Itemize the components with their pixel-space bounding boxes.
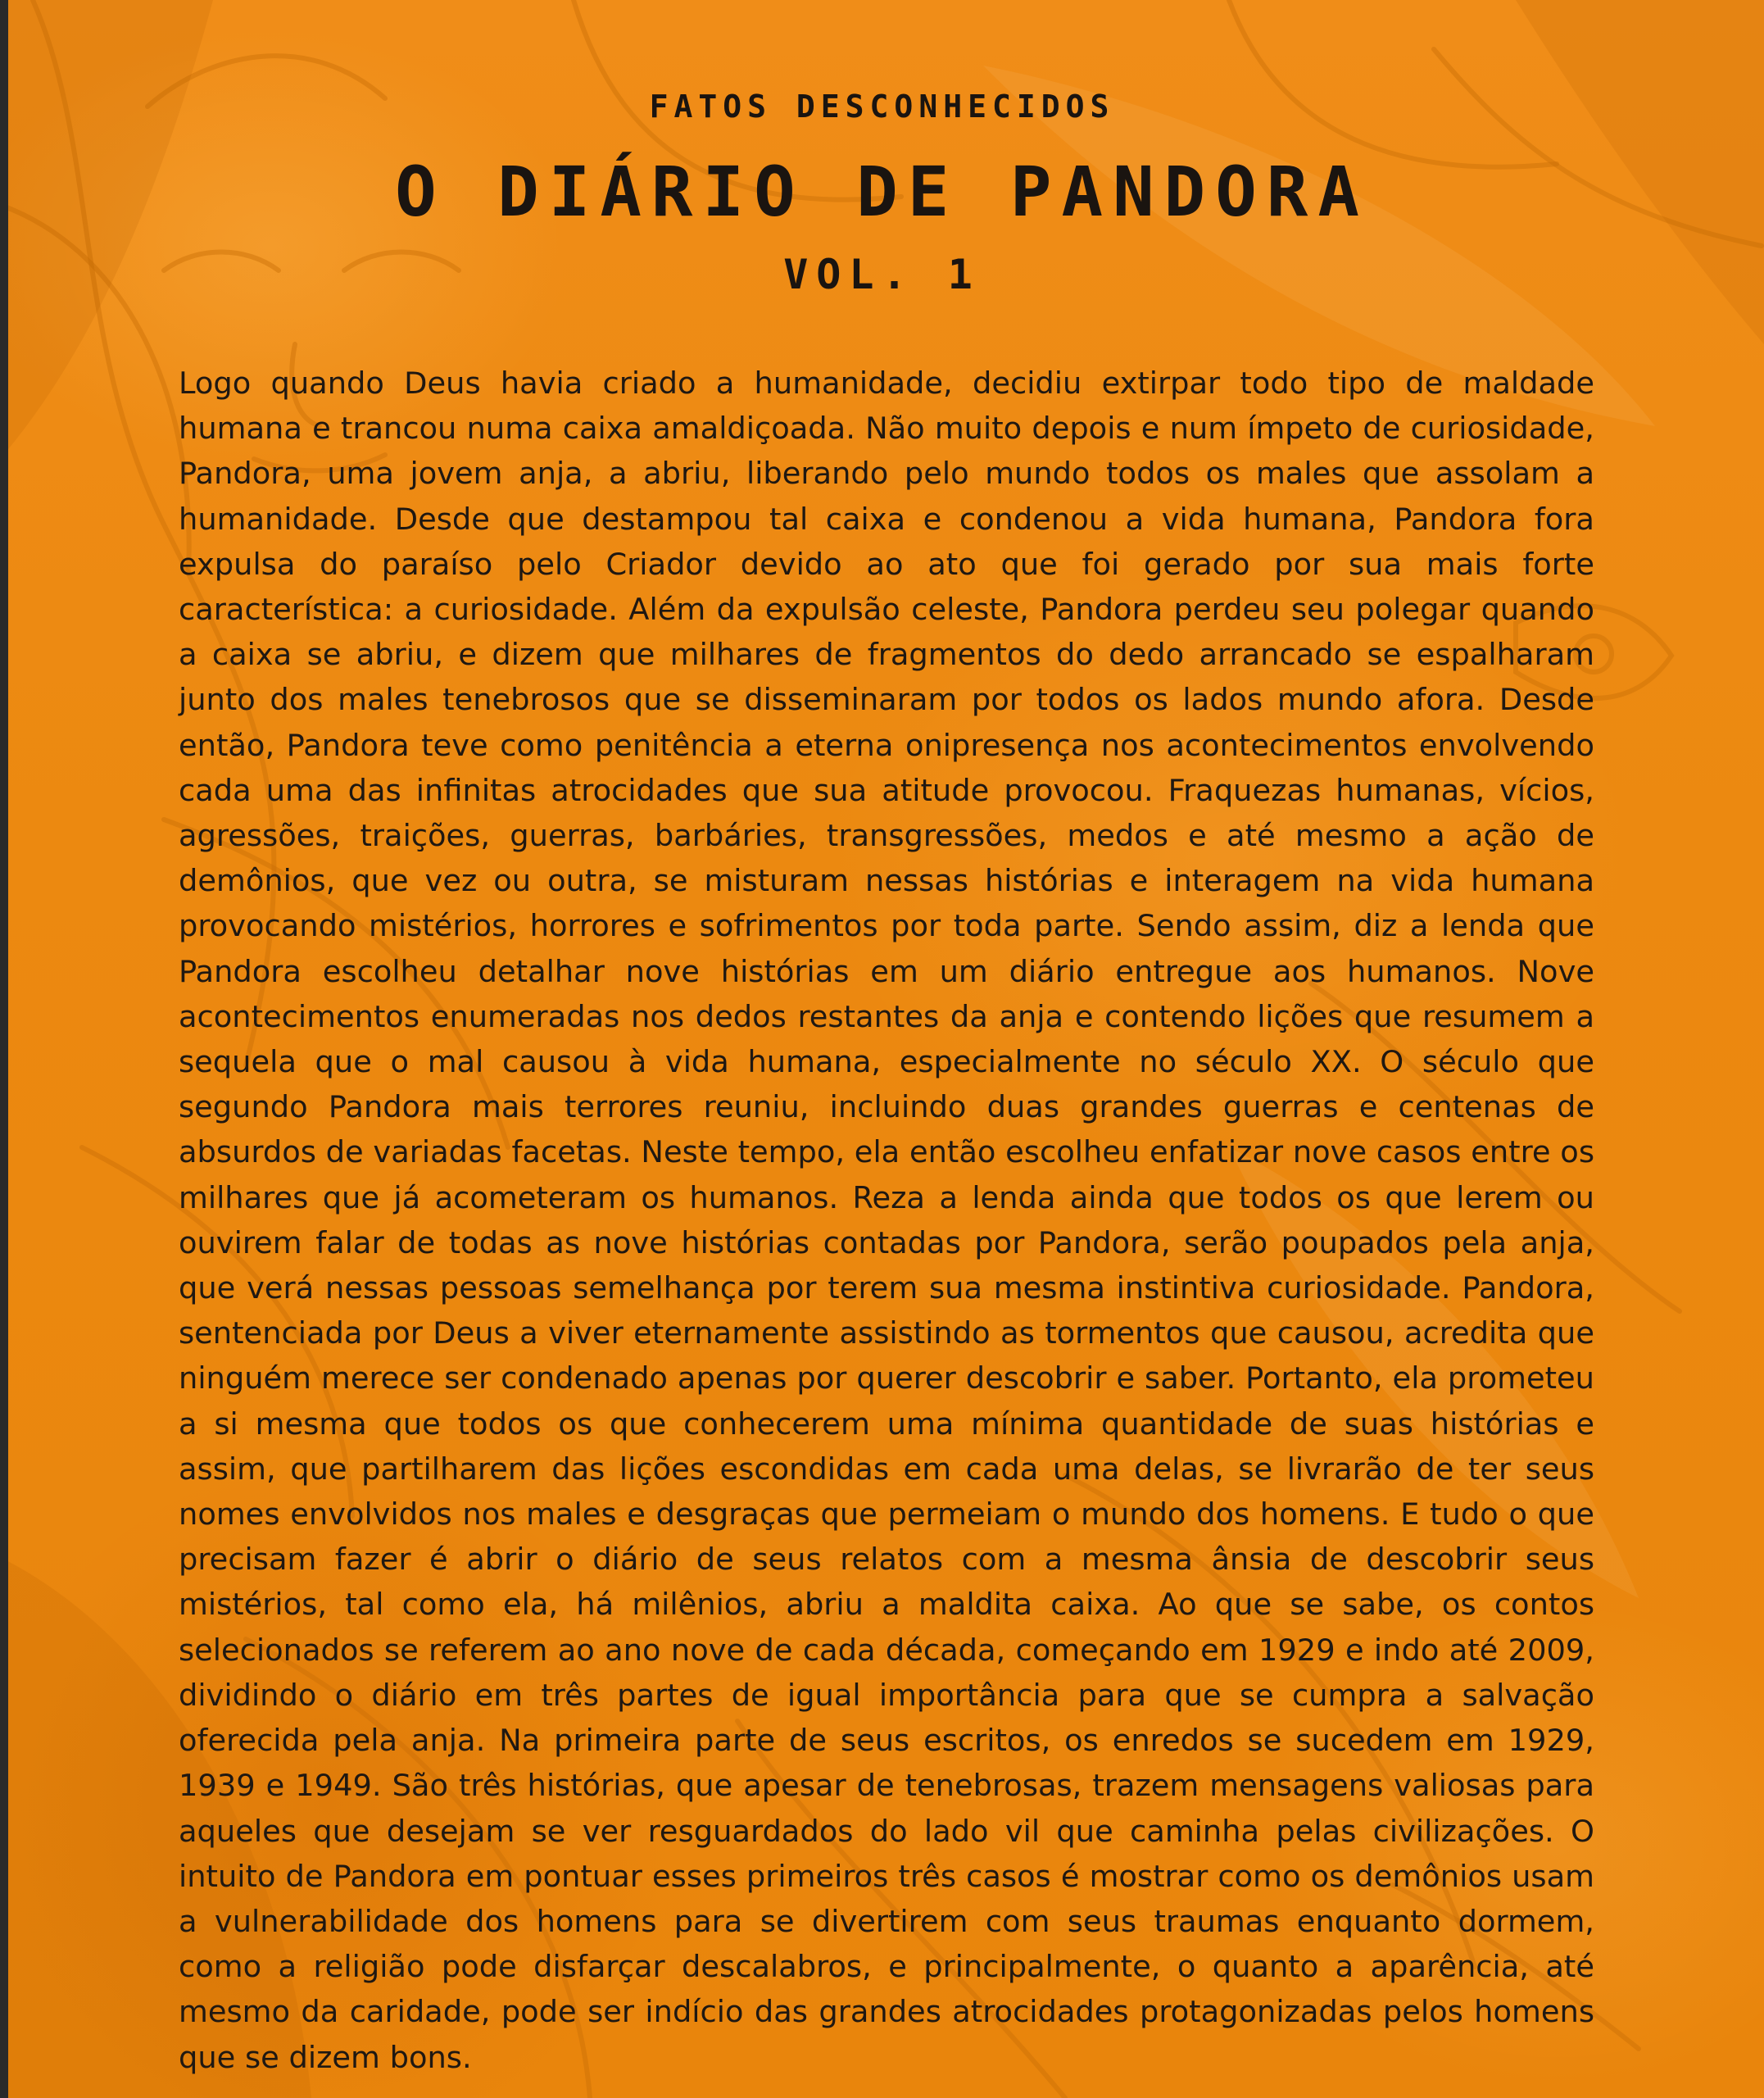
page-binding-edge bbox=[0, 0, 8, 2098]
volume-label: VOL. 1 bbox=[783, 251, 981, 298]
synopsis-paragraph: Logo quando Deus havia criado a humanidade, decidiu extirpar todo tipo de maldade humana e trancou numa caixa amaldiçoada. Não muito depois e num ímpeto de curiosidade, Pandora, uma jovem anja, a abriu, liberando pelo mundo todos os males que assolam a humanidade. Desde que destampou tal caixa e condenou a vida humana, Pandora fora expulsa do paraíso pelo Criador devido ao ato que foi gerado por sua mais forte característica: a curiosidade. Além da expulsão celeste, Pandora perdeu seu polegar quando a caixa se abriu, e dizem que milhares de fragmentos do dedo arrancado se espalharam junto dos males tenebrosos que se disseminaram por todos os lados mundo afora. Desde então, Pandora teve como penitência a eterna onipresença nos acontecimentos envolvendo cada uma das infinitas atrocidades que sua atitude provocou. Fraquezas humanas, vícios, agressões, traições, guerras, barbáries, transgressões, medos e até mesmo a ação de demônios, que vez ou outra, se misturam nessas histórias e interagem na vida humana provocando mistérios, horrores e sofrimentos por toda parte. Sendo assim, diz a lenda que Pandora escolheu detalhar nove histórias em um diário entregue aos humanos. Nove acontecimentos enumeradas nos dedos restantes da anja e contendo lições que resumem a sequela que o mal causou à vida humana, especialmente no século XX. O século que segundo Pandora mais terrores reuniu, incluindo duas grandes guerras e centenas de absurdos de variadas facetas. Neste tempo, ela então escolheu enfatizar nove casos entre os milhares que já acometeram os humanos. Reza a lenda ainda que todos os que lerem ou ouvirem falar de todas as nove histórias contadas por Pandora, serão poupados pela anja, que verá nessas pessoas semelhança por terem sua mesma instintiva curiosidade. Pandora, sentenciada por Deus a viver eternamente assistindo as tormentos que causou, acredita que ninguém merece ser condenado apenas por querer descobrir e saber. Portanto, ela prometeu a si mesma que todos os que conhecerem uma mínima quantidade de suas histórias e assim, que partilharem das lições escondidas em cada uma delas, se livrarão de ter seus nomes envolvidos nos males e desgraças que permeiam o mundo dos homens. E tudo o que precisam fazer é abrir o diário de seus relatos com a mesma ânsia de descobrir seus mistérios, tal como ela, há milênios, abriu a maldita caixa. Ao que se sabe, os contos selecionados se referem ao ano nove de cada década, começando em 1929 e indo até 2009, dividindo o diário em três partes de igual importância para que se cumpra a salvação oferecida pela anja. Na primeira parte de seus escritos, os enredos se sucedem em 1929, 1939 e 1949. São três histórias, que apesar de tenebrosas, trazem mensagens valiosas para aqueles que desejam se ver resguardados do lado vil que caminha pelas civilizações. O intuito de Pandora em pontuar esses primeiros três casos é mostrar como os demônios usam a vulnerabilidade dos homens para se divertirem com seus traumas enquanto dormem, como a religião pode disfarçar descalabros, e principalmente, o quanto a aparência, até mesmo da caridade, pode ser indício das grandes atrocidades protagonizadas pelos homens que se dizem bons. bbox=[179, 366, 1594, 2075]
series-label: FATOS DESCONHECIDOS bbox=[649, 89, 1115, 125]
page-header bbox=[0, 82, 1764, 303]
book-title: O DIÁRIO DE PANDORA bbox=[395, 152, 1369, 232]
